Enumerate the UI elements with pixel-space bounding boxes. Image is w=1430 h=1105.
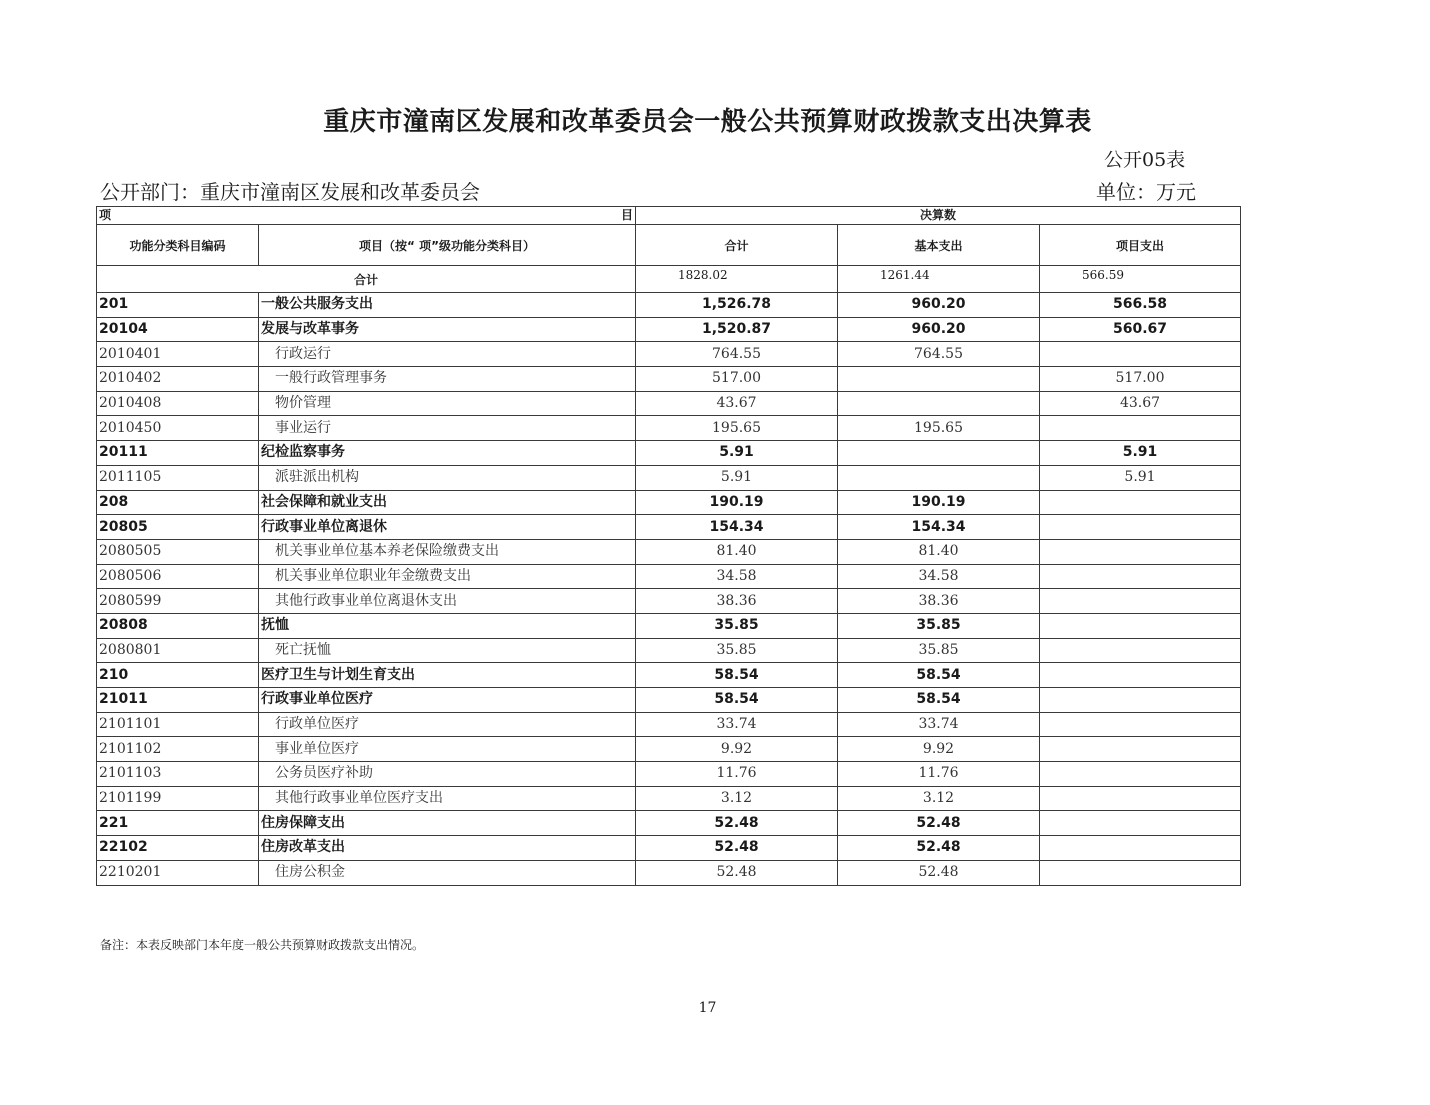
header-total: 合计 — [636, 225, 838, 266]
table-row — [97, 465, 1241, 490]
row-total: 764.55 — [636, 342, 838, 367]
row-name: 一般公共服务支出 — [259, 293, 636, 318]
row-code: 2010402 — [97, 367, 259, 392]
header-final-amount: 决算数 — [636, 207, 1241, 225]
row-total: 5.91 — [636, 441, 838, 466]
row-name: 一般行政管理事务 — [259, 367, 636, 392]
row-total: 58.54 — [636, 663, 838, 688]
row-basic: 11.76 — [838, 762, 1040, 787]
row-basic: 764.55 — [838, 342, 1040, 367]
row-project — [1040, 589, 1241, 614]
row-code: 2010408 — [97, 391, 259, 416]
header-item-cell — [97, 207, 636, 225]
table-row — [97, 490, 1241, 515]
row-basic: 195.65 — [838, 416, 1040, 441]
row-basic: 190.19 — [838, 490, 1040, 515]
row-basic: 58.54 — [838, 663, 1040, 688]
row-name: 抚恤 — [259, 613, 636, 638]
table-row — [97, 663, 1241, 688]
table-row — [97, 564, 1241, 589]
row-name: 事业运行 — [259, 416, 636, 441]
row-basic: 34.58 — [838, 564, 1040, 589]
row-total: 3.12 — [636, 786, 838, 811]
header-code: 功能分类科目编码 — [97, 225, 259, 266]
row-total: 11.76 — [636, 762, 838, 787]
header-basic: 基本支出 — [838, 225, 1040, 266]
row-basic: 35.85 — [838, 638, 1040, 663]
row-basic: 81.40 — [838, 539, 1040, 564]
row-total: 52.48 — [636, 836, 838, 861]
row-basic: 52.48 — [838, 811, 1040, 836]
row-total: 9.92 — [636, 737, 838, 762]
row-basic: 38.36 — [838, 589, 1040, 614]
row-name: 机关事业单位职业年金缴费支出 — [259, 564, 636, 589]
row-basic: 33.74 — [838, 712, 1040, 737]
total-project: 566.59 — [1040, 266, 1241, 293]
row-project — [1040, 613, 1241, 638]
row-name: 行政事业单位医疗 — [259, 688, 636, 713]
table-row — [97, 293, 1241, 318]
row-name: 机关事业单位基本养老保险缴费支出 — [259, 539, 636, 564]
row-total: 43.67 — [636, 391, 838, 416]
row-total: 58.54 — [636, 688, 838, 713]
row-project — [1040, 539, 1241, 564]
row-project — [1040, 737, 1241, 762]
row-basic — [838, 391, 1040, 416]
row-name: 行政单位医疗 — [259, 712, 636, 737]
row-code: 21011 — [97, 688, 259, 713]
footnote: 备注：本表反映部门本年度一般公共预算财政拨款支出情况。 — [100, 938, 425, 952]
row-code: 20111 — [97, 441, 259, 466]
table-row — [97, 342, 1241, 367]
table-row — [97, 391, 1241, 416]
row-code: 2080505 — [97, 539, 259, 564]
row-code: 22102 — [97, 836, 259, 861]
table-row — [97, 416, 1241, 441]
row-total: 52.48 — [636, 860, 838, 885]
row-project — [1040, 490, 1241, 515]
row-basic — [838, 465, 1040, 490]
table-row — [97, 836, 1241, 861]
row-project: 5.91 — [1040, 441, 1241, 466]
row-code: 2080801 — [97, 638, 259, 663]
header-item-right: 目 — [620, 208, 633, 222]
table-row — [97, 367, 1241, 392]
table-row — [97, 539, 1241, 564]
row-project — [1040, 416, 1241, 441]
row-project: 566.58 — [1040, 293, 1241, 318]
budget-table — [96, 206, 1241, 886]
row-code: 2010401 — [97, 342, 259, 367]
row-total: 34.58 — [636, 564, 838, 589]
row-project — [1040, 564, 1241, 589]
header-item-left: 项 — [99, 208, 112, 222]
row-code: 210 — [97, 663, 259, 688]
row-name: 物价管理 — [259, 391, 636, 416]
row-project — [1040, 786, 1241, 811]
row-total: 1,520.87 — [636, 317, 838, 342]
table-row — [97, 811, 1241, 836]
row-project — [1040, 836, 1241, 861]
row-total: 190.19 — [636, 490, 838, 515]
row-total: 517.00 — [636, 367, 838, 392]
row-code: 2210201 — [97, 860, 259, 885]
row-code: 2101102 — [97, 737, 259, 762]
row-name: 社会保障和就业支出 — [259, 490, 636, 515]
row-project — [1040, 811, 1241, 836]
row-name: 住房公积金 — [259, 860, 636, 885]
row-name: 其他行政事业单位医疗支出 — [259, 786, 636, 811]
row-project — [1040, 712, 1241, 737]
row-basic: 154.34 — [838, 515, 1040, 540]
row-code: 2101103 — [97, 762, 259, 787]
unit-label: 单位：万元 — [1096, 180, 1196, 204]
row-basic: 52.48 — [838, 860, 1040, 885]
total-basic: 1261.44 — [838, 266, 1040, 293]
row-name: 行政事业单位离退休 — [259, 515, 636, 540]
row-code: 201 — [97, 293, 259, 318]
row-project — [1040, 342, 1241, 367]
table-row — [97, 712, 1241, 737]
table-row — [97, 515, 1241, 540]
row-code: 2011105 — [97, 465, 259, 490]
row-total: 154.34 — [636, 515, 838, 540]
row-code: 2101199 — [97, 786, 259, 811]
row-code: 20808 — [97, 613, 259, 638]
row-project: 560.67 — [1040, 317, 1241, 342]
department-label: 公开部门：重庆市潼南区发展和改革委员会 — [100, 180, 480, 204]
row-name: 纪检监察事务 — [259, 441, 636, 466]
table-row — [97, 688, 1241, 713]
row-name: 死亡抚恤 — [259, 638, 636, 663]
row-project — [1040, 663, 1241, 688]
table-row — [97, 860, 1241, 885]
row-name: 事业单位医疗 — [259, 737, 636, 762]
row-code: 2101101 — [97, 712, 259, 737]
row-code: 2010450 — [97, 416, 259, 441]
row-total: 35.85 — [636, 613, 838, 638]
table-row — [97, 317, 1241, 342]
table-row — [97, 613, 1241, 638]
row-project — [1040, 688, 1241, 713]
row-code: 2080506 — [97, 564, 259, 589]
row-total: 195.65 — [636, 416, 838, 441]
document-title: 重庆市潼南区发展和改革委员会一般公共预算财政拨款支出决算表 — [323, 107, 1092, 137]
table-row — [97, 762, 1241, 787]
row-code: 2080599 — [97, 589, 259, 614]
row-code: 20805 — [97, 515, 259, 540]
table-body — [97, 266, 1241, 886]
row-basic: 52.48 — [838, 836, 1040, 861]
row-name: 发展与改革事务 — [259, 317, 636, 342]
row-total: 5.91 — [636, 465, 838, 490]
table-row — [97, 589, 1241, 614]
row-basic — [838, 441, 1040, 466]
row-name: 其他行政事业单位离退休支出 — [259, 589, 636, 614]
header-project: 项目支出 — [1040, 225, 1241, 266]
row-name: 住房保障支出 — [259, 811, 636, 836]
row-project: 5.91 — [1040, 465, 1241, 490]
header-name: 项目（按“ 项”级功能分类科目） — [259, 225, 636, 266]
table-row — [97, 441, 1241, 466]
form-number: 公开05表 — [1104, 149, 1186, 171]
row-name: 住房改革支出 — [259, 836, 636, 861]
table-row — [97, 638, 1241, 663]
row-basic: 3.12 — [838, 786, 1040, 811]
total-total: 1828.02 — [636, 266, 838, 293]
row-total: 81.40 — [636, 539, 838, 564]
row-project — [1040, 860, 1241, 885]
row-name: 医疗卫生与计划生育支出 — [259, 663, 636, 688]
row-total: 38.36 — [636, 589, 838, 614]
page-number: 17 — [698, 1000, 717, 1016]
row-code: 208 — [97, 490, 259, 515]
total-label: 合计 — [97, 266, 636, 293]
row-code: 20104 — [97, 317, 259, 342]
table-row — [97, 737, 1241, 762]
row-name: 派驻派出机构 — [259, 465, 636, 490]
row-total: 33.74 — [636, 712, 838, 737]
row-code: 221 — [97, 811, 259, 836]
row-name: 公务员医疗补助 — [259, 762, 636, 787]
row-total: 1,526.78 — [636, 293, 838, 318]
row-basic: 58.54 — [838, 688, 1040, 713]
row-project — [1040, 638, 1241, 663]
row-project — [1040, 515, 1241, 540]
row-name: 行政运行 — [259, 342, 636, 367]
header-row-top — [97, 207, 1241, 225]
row-basic: 960.20 — [838, 293, 1040, 318]
row-project: 517.00 — [1040, 367, 1241, 392]
row-project — [1040, 762, 1241, 787]
table-row — [97, 786, 1241, 811]
total-row — [97, 266, 1241, 293]
row-basic: 960.20 — [838, 317, 1040, 342]
row-basic: 35.85 — [838, 613, 1040, 638]
row-project: 43.67 — [1040, 391, 1241, 416]
header-row-columns — [97, 225, 1241, 266]
row-basic — [838, 367, 1040, 392]
row-total: 52.48 — [636, 811, 838, 836]
row-total: 35.85 — [636, 638, 838, 663]
row-basic: 9.92 — [838, 737, 1040, 762]
